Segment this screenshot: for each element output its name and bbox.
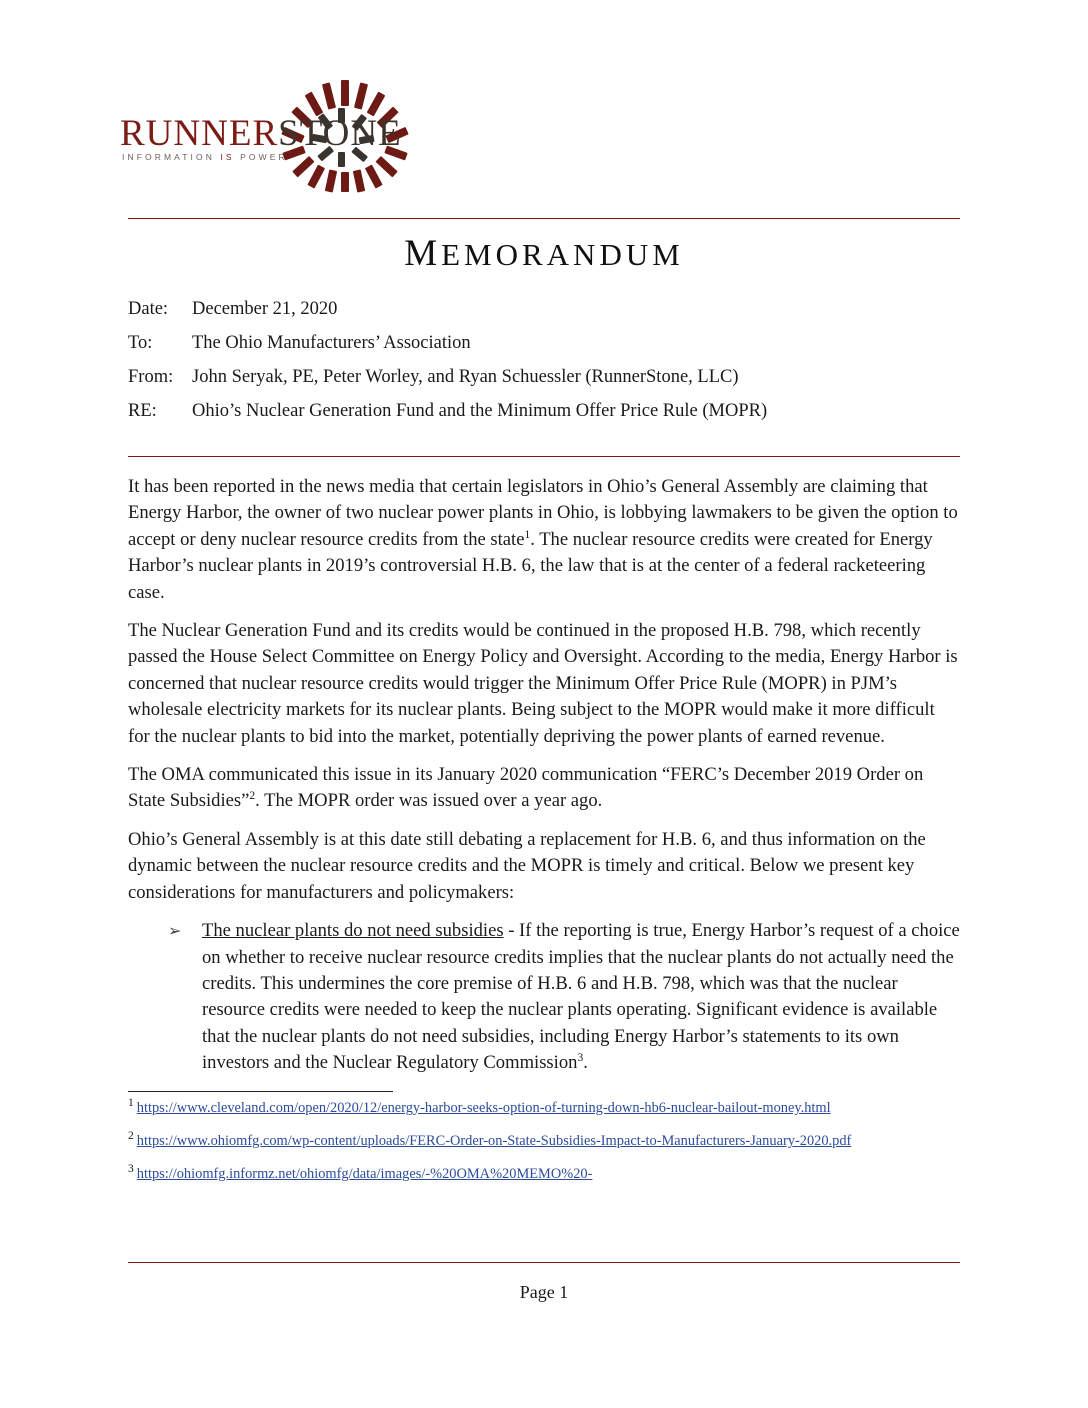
memo-field-from-label: From: <box>128 367 174 387</box>
paragraph-3-part-a: The OMA communicated this issue in its January 2020 communication “FERC’s December 2019 Order on State Subsidies” <box>128 764 924 812</box>
list-item-text <box>202 918 960 1076</box>
footnote-2-link[interactable]: https://www.ohiomfg.com/wp-content/uploads/FERC-Order-on-State-Subsidies-Impact-to-Manufacturers-January-2020.pdf <box>136 1133 852 1149</box>
paragraph-3 <box>128 762 960 815</box>
memo-field-re-label: RE: <box>128 401 157 421</box>
footnote-1-number: 1 <box>128 1097 134 1110</box>
memo-field-date-label: Date: <box>128 299 169 319</box>
paragraph-4: Ohio’s General Assembly is at this date still debating a replacement for H.B. 6, and thus information on the dynamic between the nuclear resource credits and the MOPR is timely and critical. Below we present key considerations for manufacturers and policymakers: <box>128 828 926 903</box>
memo-body-divider <box>128 456 960 457</box>
memo-body <box>128 474 960 1077</box>
paragraph-2: The Nuclear Generation Fund and its credits would be continued in the proposed H.B. 798, which recently passed the House Select Committee on Energy Policy and Oversight. According to the media, Energy Harbor is concerned that nuclear resource credits would trigger the Minimum Offer Price Rule (MOPR) in PJM’s wholesale electricity markets for its nuclear plants. Being subject to the MOPR would make it more difficult for the nuclear plants to bid into the market, potentially depriving the power plants of earned revenue. <box>128 620 958 747</box>
arrow-bullet-icon: ➢ <box>168 921 182 941</box>
memo-field-to-label: To: <box>128 333 153 353</box>
page-number: Page 1 <box>519 1282 569 1302</box>
list-item-body: - If the reporting is true, Energy Harbor’s request of a choice on whether to receive nuclear resource credits implies that the nuclear plants do not actually need the credits. This undermines the core premise of H.B. 6 and H.B. 798, which was that the nuclear resource credits were needed to keep the nuclear plants operating. Significant evidence is available that the nuclear plants do not need subsidies, including Energy Harbor’s statements to its own investors and the Nuclear Regulatory Commission <box>202 920 960 1074</box>
list-item <box>128 918 960 1076</box>
footnote-3 <box>128 1164 964 1184</box>
memo-field-re <box>128 394 960 428</box>
logo-word-runner: RUNNER <box>120 113 279 154</box>
tagline-highlight: IS <box>220 152 235 162</box>
memo-field-re-value: Ohio’s Nuclear Generation Fund and the Minimum Offer Price Rule (MOPR) <box>192 401 768 421</box>
paragraph-1-part-a: It has been reported in the news media that certain legislators in Ohio’s General Assembly are claiming that Energy Harbor, the owner of two nuclear power plants in Ohio, is lobbying lawmakers to be given the option to accept or deny nuclear resource credits from the state <box>128 476 958 550</box>
paragraph-1 <box>128 474 960 606</box>
tagline-suffix: POWER <box>234 152 288 162</box>
memo-field-from-value: John Seryak, PE, Peter Worley, and Ryan Schuessler (RunnerStone, LLC) <box>192 367 739 387</box>
list-item-heading: The nuclear plants do not need subsidies <box>202 920 504 942</box>
memo-field-to-value: The Ohio Manufacturers’ Association <box>192 333 471 353</box>
memo-field-date <box>128 292 960 326</box>
footnote-ref-1[interactable]: 1 <box>524 528 531 541</box>
footnote-3-number: 3 <box>128 1163 134 1176</box>
footer-divider <box>128 1262 960 1263</box>
logo-wordmark <box>120 112 402 155</box>
footnote-2 <box>128 1131 964 1151</box>
footnote-ref-3[interactable]: 3 <box>577 1051 584 1064</box>
tagline-prefix: INFORMATION <box>122 152 221 162</box>
header-divider <box>128 218 960 219</box>
page-title: MEMORANDUM <box>404 233 684 274</box>
footnote-3-link[interactable]: https://ohiomfg.informz.net/ohiomfg/data/images/-%20OMA%20MEMO%20- <box>136 1166 593 1182</box>
footnote-1-link[interactable]: https://www.cleveland.com/open/2020/12/energy-harbor-seeks-option-of-turning-down-hb6-nuclear-bailout-money.html <box>136 1100 831 1116</box>
footnote-2-number: 2 <box>128 1130 134 1143</box>
company-logo <box>120 82 420 192</box>
paragraph-3-part-b: . The MOPR order was issued over a year ago. <box>255 790 603 812</box>
list-item-body-end: . <box>583 1052 588 1074</box>
footnote-list <box>128 1098 964 1197</box>
memo-field-from <box>128 360 960 394</box>
footnote-separator <box>128 1091 393 1092</box>
footnote-1 <box>128 1098 964 1118</box>
memo-field-date-value: December 21, 2020 <box>192 299 338 319</box>
logo-tagline <box>122 152 288 162</box>
logo-word-stone: STONE <box>278 113 402 154</box>
paragraph-1-part-b: . The nuclear resource credits were created for Energy Harbor’s nuclear plants in 2019’s controversial H.B. 6, the law that is at the center of a federal racketeering case. <box>128 528 933 603</box>
footnote-ref-2[interactable]: 2 <box>249 790 256 803</box>
memo-field-to <box>128 326 960 360</box>
memo-header-fields <box>128 292 960 428</box>
